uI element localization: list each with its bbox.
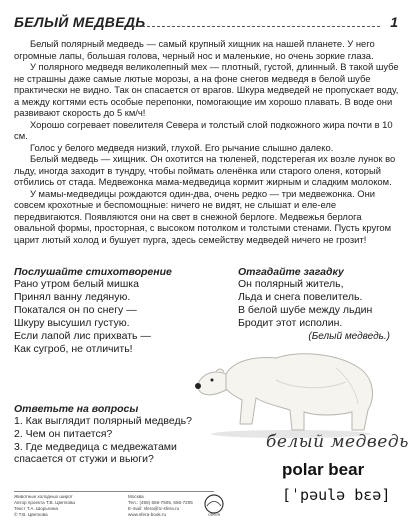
poem-heading: Послушайте стихотворение [14, 266, 172, 278]
footer-credit-line: Текст Т.А. Шорыгина [14, 506, 58, 511]
riddle-line: Бродит этот исполин. [238, 317, 343, 330]
question-item: 2. Чем он питается? [14, 427, 113, 440]
article-paragraph: У мамы-медведицы рождаются один-два, очень редко — три медвежонка. Они совсем крохотные и беспомощные: ничего не видят, не слышат и еле-еле передвигаются. Появляются они на свет в снежной берлоге. Медвежья берлога овальной формы, просторная, с высоком потолком и толстыми стенами. Пусть кругом царит лютый холод и бушует пурга, здесь семейству медведей ничего не грозит! [14, 187, 392, 245]
footer-credit-line: Животные холодных широт [14, 494, 73, 499]
phonetic-transcription: [ˈpəulə bɛə] [282, 486, 391, 504]
article-paragraph: Белый медведь — хищник. Он охотится на тюленей, подстерегая их возле лунок во льду, иногда заходит в тундру, чтобы поймать оленёнка или старого оленя, который отбились от стада. Медвежонка мама-медведица кормит жирным и сладким молоком. [14, 153, 396, 187]
page-header [14, 14, 398, 34]
questions-section [14, 403, 204, 466]
footer-contact-line: Москва [128, 494, 144, 499]
poem-line: Как сугроб, не отличить! [14, 343, 133, 356]
page-title: БЕЛЫЙ МЕДВЕДЬ [14, 14, 146, 30]
poem-line: Принял ванну ледяную. [14, 291, 131, 304]
article-paragraph: Голос у белого медведя низкий, глухой. Его рычание слышно далеко. [30, 141, 334, 153]
polar-bear-illustration [186, 320, 386, 440]
riddle-line: Он полярный житель, [238, 278, 344, 290]
article-body [14, 38, 402, 245]
footer-contact-line: Тел.: (495) 656-7505, 656-7205 [128, 500, 193, 505]
footer-credit-line: Автор проекта Т.В. Цветкова [14, 500, 75, 505]
footer-contact-line: www.sfera-book.ru [128, 512, 167, 517]
footer-contact-line: E-mail: sfera@tc-sfera.ru [128, 506, 180, 511]
poem-section [14, 266, 214, 357]
footer-credits [14, 494, 124, 518]
article-paragraph: У полярного медведя великолепный мех — плотный, густой, длинный. В такой шубе не страшны даже самые лютые морозы, а на фоне снегов медведя в белой шубе практически не видно. Так он спасается от врагов. Шкура медведей не пропускает воду, а между когтями есть особые перепонки, помогающие им хорошо плавать. В воде они развивают скорость до 5 км/ч! [14, 61, 399, 118]
riddle-line: В белой шубе между льдин [238, 304, 373, 317]
question-item: 3. Где медведица с медвежатами спасается от стужи и вьюги? [14, 440, 177, 466]
questions-heading: Ответьте на вопросы [14, 403, 139, 415]
header-dashed-rule [132, 26, 380, 27]
poem-line: Шкуру высушил густую. [14, 317, 130, 330]
publisher-logo [202, 494, 226, 516]
footer-contacts [128, 494, 198, 518]
poem-lines [14, 278, 214, 357]
page-number: 1 [390, 14, 398, 30]
footer-credit-line: © Т.В. Цветкова [14, 512, 48, 517]
russian-caption: белый медведь [266, 432, 409, 452]
publisher-logo-text: сфера [208, 511, 220, 516]
riddle-line: Льда и снега повелитель. [238, 291, 363, 304]
article-paragraph: Хорошо согревает повелителя Севера и толстый слой подкожного жира почти в 10 см. [14, 118, 393, 141]
question-item: 1. Как выглядит полярный медведь? [14, 415, 192, 427]
riddle-answer: (Белый медведь.) [308, 331, 390, 343]
poem-line: Если лапой лис прихвать — [14, 330, 151, 343]
poem-line: Покатался он по снегу — [14, 304, 137, 317]
english-word: polar bear [282, 460, 365, 479]
riddle-heading: Отгадайте загадку [238, 266, 344, 278]
poem-line: Рано утром белый мишка [14, 278, 139, 290]
footer-rule [14, 491, 214, 492]
article-paragraph: Белый полярный медведь — самый крупный хищник на нашей планете. У него огромные лапы, большая голова, черный нос и маленькие, но очень зоркие глаза. [14, 38, 375, 61]
